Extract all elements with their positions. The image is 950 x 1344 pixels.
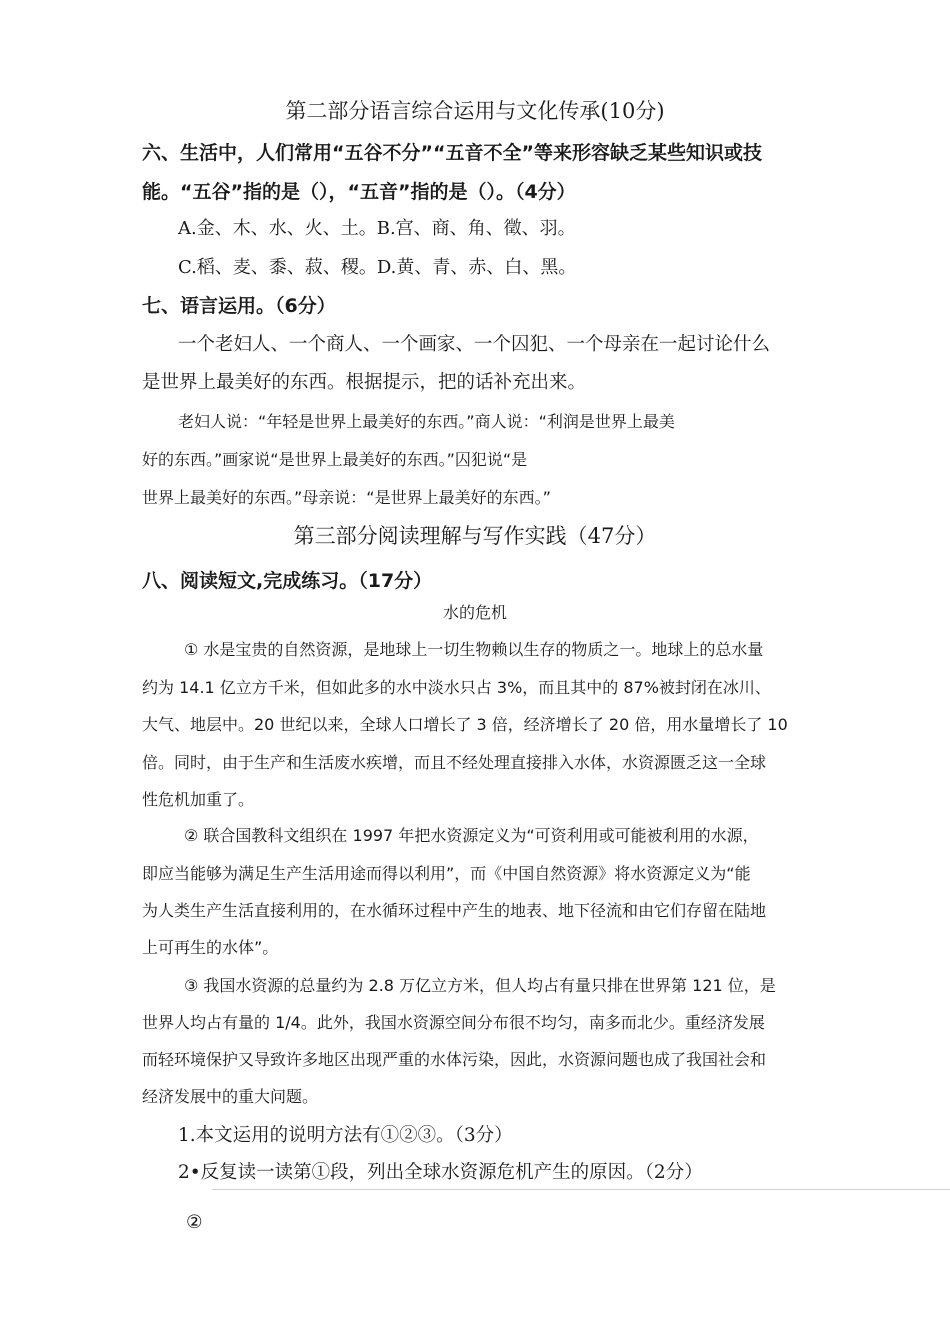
article-title: 水的危机: [442, 603, 507, 622]
part3-title: 第三部分阅读理解与写作实践（47分）: [293, 524, 657, 548]
question-7-line2: 是世界上最美好的东西。根据提示，把的话补充出来。: [142, 372, 587, 393]
sub-question-2: 2•反复读一读第①段，列出全球水资源危机产生的原因。（2分）: [178, 1162, 703, 1183]
paragraph-2-line4: 上可再生的水体”。: [142, 938, 279, 957]
paragraph-1-line1: ① 水是宝贵的自然资源，是地球上一切生物赖以生存的物质之一。地球上的总水量: [184, 640, 764, 659]
question-7-line3: 老妇人说：“年轻是世界上最美好的东西。”商人说：“利润是世界上最美: [178, 412, 675, 431]
paragraph-3-line4: 经济发展中的重大问题。: [142, 1087, 319, 1106]
question-8-title: 八、阅读短文,完成练习。（17分）: [142, 570, 433, 592]
question-6-options-cd: C.稻、麦、黍、菽、稷。D.黄、青、赤、白、黑。: [178, 257, 577, 278]
question-6-options-ab: A.金、木、水、火、土。B.宫、商、角、徵、羽。: [178, 218, 576, 239]
part2-title: 第二部分语言综合运用与文化传承(10分): [285, 99, 665, 123]
question-6-line1: 六、生活中，人们常用“五谷不分”“五音不全”等来形容缺乏某些知识或技: [142, 142, 762, 164]
paragraph-1-line3: 大气、地层中。20 世纪以来，全球人口增长了 3 倍，经济增长了 20 倍，用水量增长了 10: [142, 715, 788, 734]
question-7-line1: 一个老妇人、一个商人、一个画家、一个囚犯、一个母亲在一起讨论什么: [178, 334, 771, 355]
paragraph-3-line1: ③ 我国水资源的总量约为 2.8 万亿立方米，但人均占有量只排在世界第 121 位，是: [184, 976, 776, 995]
question-7-line4: 好的东西。”画家说“是世界上最美好的东西。”囚犯说“是: [142, 450, 528, 469]
paragraph-3-line3: 而轻环境保护又导致许多地区出现严重的水体污染，因此，水资源问题也成了我国社会和: [142, 1050, 767, 1069]
paragraph-2-line2: 即应当能够为满足生产生活用途而得以利用”，而《中国自然资源》将水资源定义为“能: [142, 864, 751, 883]
paragraph-1-line4: 倍。同时，由于生产和生活废水疾增，而且不经处理直接排入水体，水资源匮乏这一全球: [142, 753, 767, 772]
paragraph-3-line2: 世界人均占有量的 1/4。此外，我国水资源空间分布很不均匀，南多而北少。重经济发展: [142, 1013, 765, 1032]
question-7-title: 七、语言运用。（6分）: [142, 295, 336, 317]
paragraph-2-line3: 为人类生产生活直接利用的，在水循环过程中产生的地表、地下径流和由它们存留在陆地: [142, 901, 767, 920]
sub-question-1: 1.本文运用的说明方法有①②③。（3分）: [178, 1125, 513, 1146]
paragraph-1-line5: 性危机加重了。: [142, 790, 255, 809]
answer-marker: ②: [186, 1212, 203, 1233]
question-6-line2: 能。“五谷”指的是（），“五音”指的是（）。（4分）: [142, 181, 576, 203]
paragraph-2-line1: ② 联合国教科文组织在 1997 年把水资源定义为“可资利用或可能被利用的水源，: [184, 826, 759, 845]
question-7-line5: 世界上最美好的东西。”母亲说：“是世界上最美好的东西。”: [142, 488, 551, 507]
answer-divider: [212, 1189, 950, 1190]
paragraph-1-line2: 约为 14.1 亿立方千米，但如此多的水中淡水只占 3%，而且其中的 87%被封闭在冰川、: [142, 678, 771, 697]
